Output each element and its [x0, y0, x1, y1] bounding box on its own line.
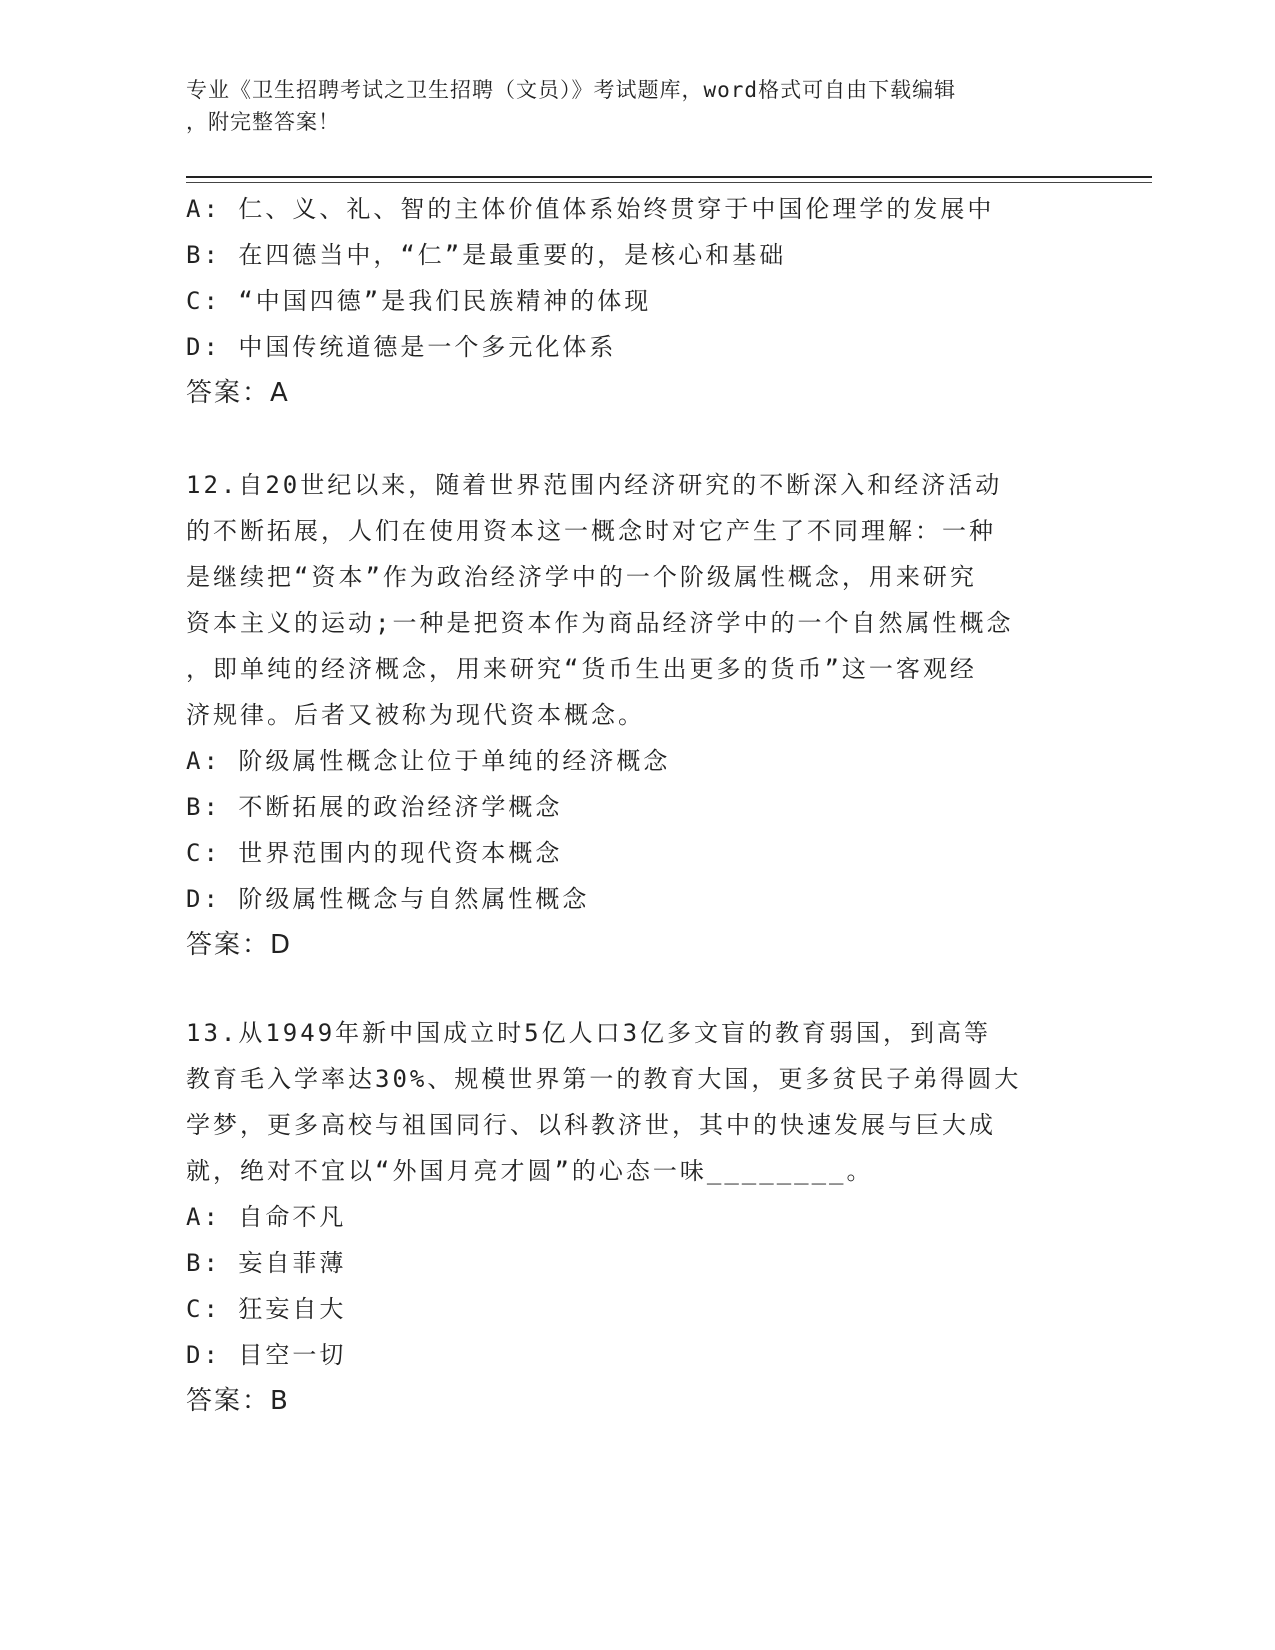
question-text-line: 济规律。后者又被称为现代资本概念。: [186, 701, 645, 729]
option-c: C: 狂妄自大: [186, 1295, 347, 1323]
question-text-line: 是继续把“资本”作为政治经济学中的一个阶级属性概念，用来研究: [186, 563, 977, 591]
header-line-1: 专业《卫生招聘考试之卫生招聘（文员）》考试题库，word格式可自由下载编辑: [186, 78, 957, 102]
question-text-line: 就，绝对不宜以“外国月亮才圆”的心态一味________。: [186, 1157, 874, 1185]
header-line-2: ，附完整答案！: [186, 110, 340, 134]
option-b: B: 不断拓展的政治经济学概念: [186, 793, 563, 821]
option-a: A: 仁、义、礼、智的主体价值体系始终贯穿于中国伦理学的发展中: [186, 195, 995, 223]
option-a: A: 自命不凡: [186, 1203, 347, 1231]
question-text-line: 的不断拓展，人们在使用资本这一概念时对它产生了不同理解：一种: [186, 517, 996, 545]
option-a: A: 阶级属性概念让位于单纯的经济概念: [186, 747, 671, 775]
option-d: D: 目空一切: [186, 1341, 347, 1369]
question-text-line: 教育毛入学率达30%、规模世界第一的教育大国，更多贫民子弟得圆大: [186, 1065, 1022, 1093]
option-c: C: 世界范围内的现代资本概念: [186, 839, 563, 867]
question-text-line: 学梦，更多高校与祖国同行、以科教济世，其中的快速发展与巨大成: [186, 1111, 996, 1139]
answer-label: 答案：B: [186, 1386, 290, 1416]
option-c: C: “中国四德”是我们民族精神的体现: [186, 287, 652, 315]
answer-label: 答案：A: [186, 378, 290, 408]
header-divider-secondary: [186, 182, 1152, 183]
question-11: [186, 186, 1086, 416]
question-text-line: 13.从1949年新中国成立时5亿人口3亿多文盲的教育弱国，到高等: [186, 1019, 992, 1047]
option-d: D: 中国传统道德是一个多元化体系: [186, 333, 617, 361]
answer-label: 答案：D: [186, 930, 293, 960]
question-text-line: ，即单纯的经济概念，用来研究“货币生出更多的货币”这一客观经: [186, 655, 977, 683]
option-b: B: 在四德当中，“仁”是最重要的，是核心和基础: [186, 241, 787, 269]
question-12: [186, 462, 1086, 968]
question-text-line: 12.自20世纪以来，随着世界范围内经济研究的不断深入和经济活动: [186, 471, 1003, 499]
option-d: D: 阶级属性概念与自然属性概念: [186, 885, 590, 913]
header-divider: [186, 176, 1152, 178]
document-header: [186, 74, 1066, 138]
question-text-line: 资本主义的运动;一种是把资本作为商品经济学中的一个自然属性概念: [186, 609, 1014, 637]
question-13: [186, 1010, 1086, 1424]
option-b: B: 妄自菲薄: [186, 1249, 347, 1277]
